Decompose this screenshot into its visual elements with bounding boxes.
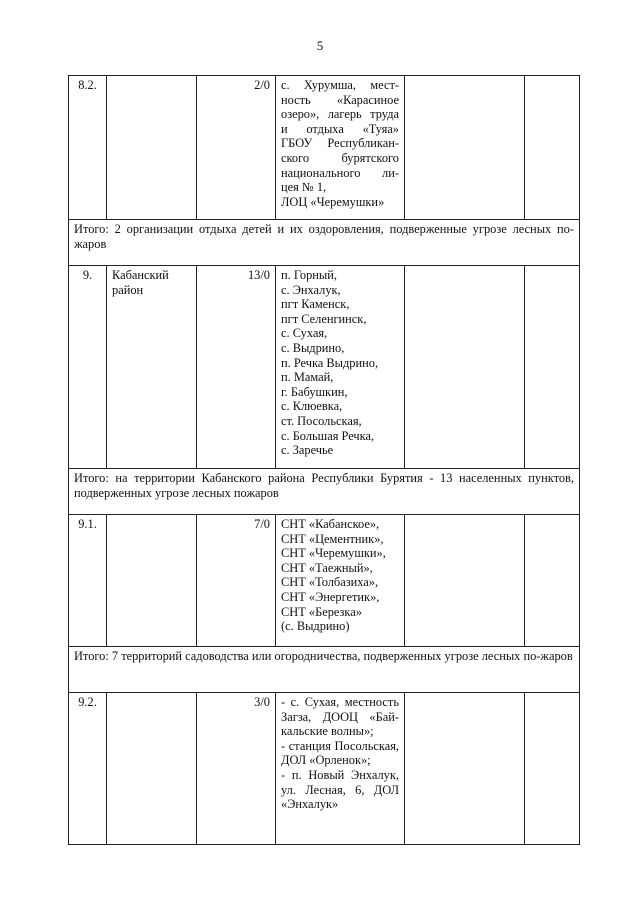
place-line: с. Сухая, bbox=[281, 326, 328, 341]
district-cell bbox=[107, 76, 197, 220]
settlements-table bbox=[68, 75, 580, 845]
place-line: ДОЛ «Орленок»; bbox=[281, 753, 371, 768]
empty-cell bbox=[405, 515, 525, 647]
place-line: с. Выдрино, bbox=[281, 340, 345, 355]
place-line: СНТ «Березка» bbox=[281, 604, 362, 619]
place-line: ул. Лесная, 6, ДОЛ bbox=[281, 782, 399, 797]
place-line: ЛОЦ «Черемушки» bbox=[281, 194, 385, 209]
place-line: СНТ «Цементник», bbox=[281, 531, 384, 546]
place-line: г. Бабушкин, bbox=[281, 384, 348, 399]
places-cell bbox=[276, 693, 405, 845]
places-cell bbox=[276, 515, 405, 647]
empty-cell bbox=[525, 515, 580, 647]
count-cell: 13/0 bbox=[197, 266, 276, 469]
place-line: Загза, ДООЦ «Бай- bbox=[281, 709, 399, 724]
place-line: - с. Сухая, местность bbox=[281, 695, 399, 709]
place-line: ст. Посольская, bbox=[281, 413, 362, 428]
count-cell: 2/0 bbox=[197, 76, 276, 220]
empty-cell bbox=[525, 693, 580, 845]
place-line: - станция Посольская, bbox=[281, 738, 399, 753]
count-cell: 7/0 bbox=[197, 515, 276, 647]
place-line: пгт Селенгинск, bbox=[281, 311, 367, 326]
place-line: и отдыха «Туяа» bbox=[281, 121, 399, 136]
place-line: с. Энхалук, bbox=[281, 282, 341, 297]
place-line: п. Горный, bbox=[281, 268, 337, 282]
place-line: цея № 1, bbox=[281, 180, 327, 195]
empty-cell bbox=[405, 76, 525, 220]
empty-cell bbox=[525, 76, 580, 220]
district-cell bbox=[107, 693, 197, 845]
place-line: с. Хурумша, мест- bbox=[281, 78, 399, 92]
district-cell: Кабанский район bbox=[107, 266, 197, 469]
row-number: 9. bbox=[69, 266, 107, 469]
total-text: Итого: на территории Кабанского района Республики Бурятия - 13 населенных пунктов, подверженных угрозе лесных пожаров bbox=[69, 469, 580, 515]
row-number: 9.2. bbox=[69, 693, 107, 845]
table-row-9-2 bbox=[69, 693, 580, 845]
total-text: Итого: 2 организации отдыха детей и их оздоровления, подверженные угрозе лесных по-жаров bbox=[69, 220, 580, 266]
place-line: с. Заречье bbox=[281, 443, 334, 458]
table-row-8-2 bbox=[69, 76, 580, 220]
place-line: с. Клюевка, bbox=[281, 399, 343, 414]
place-line: СНТ «Таежный», bbox=[281, 560, 373, 575]
places-cell bbox=[276, 266, 405, 469]
place-line: (с. Выдрино) bbox=[281, 619, 350, 634]
place-line: п. Мамай, bbox=[281, 370, 334, 385]
total-row-9 bbox=[69, 469, 580, 515]
total-row-8-2 bbox=[69, 220, 580, 266]
row-number: 9.1. bbox=[69, 515, 107, 647]
place-line: ГБОУ Республикан- bbox=[281, 136, 399, 151]
empty-cell bbox=[525, 266, 580, 469]
table-row-9-1 bbox=[69, 515, 580, 647]
place-line: национального ли- bbox=[281, 165, 399, 180]
place-line: с. Большая Речка, bbox=[281, 428, 375, 443]
places-cell bbox=[276, 76, 405, 220]
empty-cell bbox=[405, 693, 525, 845]
place-line: ского бурятского bbox=[281, 150, 399, 165]
total-text: Итого: 7 территорий садоводства или огородничества, подверженных угрозе лесных по-жаров bbox=[69, 647, 580, 693]
place-line: озеро», лагерь труда bbox=[281, 107, 399, 122]
page-number: 5 bbox=[316, 38, 324, 53]
place-line: пгт Каменск, bbox=[281, 297, 350, 312]
place-line: СНТ «Толбазиха», bbox=[281, 575, 379, 590]
place-line: кальские волны»; bbox=[281, 724, 374, 739]
place-line: СНТ «Энергетик», bbox=[281, 589, 380, 604]
total-row-9-1 bbox=[69, 647, 580, 693]
place-line: СНТ «Кабанское», bbox=[281, 517, 380, 531]
place-line: ность «Карасиное bbox=[281, 92, 399, 107]
place-line: - п. Новый Энхалук, bbox=[281, 767, 399, 782]
district-cell bbox=[107, 515, 197, 647]
place-line: СНТ «Черемушки», bbox=[281, 546, 386, 561]
row-number: 8.2. bbox=[69, 76, 107, 220]
table-row-9 bbox=[69, 266, 580, 469]
count-cell: 3/0 bbox=[197, 693, 276, 845]
empty-cell bbox=[405, 266, 525, 469]
place-line: «Энхалук» bbox=[281, 797, 339, 812]
place-line: п. Речка Выдрино, bbox=[281, 355, 379, 370]
